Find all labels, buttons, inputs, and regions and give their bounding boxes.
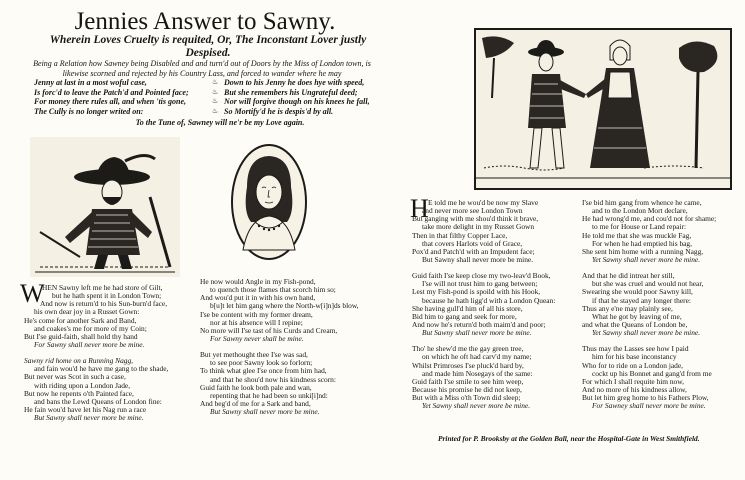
couplet-left-2: Is forc'd to leave the Patch'd and Pointed face; bbox=[34, 87, 189, 97]
verse-line: Whilst Primroses I'se pluck'd hard by, bbox=[412, 360, 524, 370]
couplet-right-1: Down to his Jenny he does hye with speed, bbox=[224, 78, 365, 87]
verse-line: Guid faith I'se keep close my two-leav'd Book, bbox=[412, 271, 551, 281]
verse-line: on which he oft had carv'd my name; bbox=[422, 352, 532, 362]
verse-line: I'se will not trust him to gang between; bbox=[422, 279, 538, 289]
verse-line: Yet Sawny shall never more be mine. bbox=[592, 328, 701, 338]
ornament-icon: ♨ bbox=[211, 106, 219, 115]
verse-line: And wou'd put it in with his own hand, bbox=[200, 293, 316, 303]
verse-line: But Sawny shall never more be mine. bbox=[34, 413, 144, 423]
verse-line: him for his base inconstancy bbox=[592, 352, 677, 362]
verse-line: But ganging with me shou'd think it brave, bbox=[412, 214, 539, 224]
verse-line: But now he repents o'th Painted face, bbox=[24, 388, 134, 398]
verse-line: but she was cruel and would not hear, bbox=[592, 279, 704, 289]
verse-line: Guid faith he look both pale and wan, bbox=[200, 382, 312, 392]
verse-line: To think what glee I'se once from him had, bbox=[200, 366, 327, 376]
verse-line: Sawny rid home on a Running Nagg, bbox=[24, 356, 134, 366]
verse-line: She sent him home with a running Nagg, bbox=[582, 246, 704, 256]
woodcut-woman-portrait bbox=[229, 142, 309, 262]
verse-line: nor at his absence will I repine; bbox=[210, 317, 303, 327]
verse-line: and fain wou'd he have me gang to the shade, bbox=[34, 364, 169, 374]
verse-line: Then in that filthy Copper Lace, bbox=[412, 230, 508, 240]
verse-line: But let him greg home to his Fathers Plow, bbox=[582, 393, 709, 403]
verse-line: to see poor Sawny look so forlorn; bbox=[210, 358, 313, 368]
verse-line: He now would Angle in my Fish-pond, bbox=[200, 277, 316, 286]
verse-line: if that he stayed any longer there: bbox=[592, 295, 691, 305]
intro-text: Being a Relation how Sawney being Disabled and and turn'd out of Doors by the Miss of London town, is likewise scorned and rejected by his Country Lass, and forced to wander where he may bbox=[33, 59, 371, 78]
tune-line: To the Tune of, Sawney will ne'r be my Love again. bbox=[135, 118, 305, 127]
verse-line: And no more of his kindness allow, bbox=[582, 384, 687, 394]
verse-line: But Sawny shall never more be mine. bbox=[210, 407, 320, 417]
verse-line: But Sawny shall never more be mine. bbox=[422, 328, 532, 338]
ornament-icon: ♨ bbox=[211, 97, 219, 105]
verse-line: Swearing she would poor Sawny kill, bbox=[582, 287, 693, 297]
verse-line: And that he did intreat her still, bbox=[582, 271, 675, 281]
drop-cap: H bbox=[410, 194, 429, 223]
verse-line: Bid him to gang and seek for more, bbox=[412, 311, 517, 321]
woodcut-couple-illustration bbox=[474, 28, 732, 190]
printer-imprint: Printed for P. Brooksby at the Golden Ball, near the Hospital-Gate in West Smithfield. bbox=[438, 434, 700, 443]
verse-line: Who for to ride on a London jade, bbox=[582, 360, 683, 370]
verse-line: But never was Scot in such a case, bbox=[24, 372, 126, 382]
verse-line: Because his promise he did not keep, bbox=[412, 384, 522, 394]
couplet-right-4: So Mortify'd he is despis'd by all. bbox=[224, 106, 334, 116]
verse-column-4 bbox=[582, 199, 716, 410]
verse-line: But yet methought thee I'se was sad, bbox=[200, 350, 308, 360]
verse-line: and never more see London Town bbox=[422, 206, 523, 216]
verse-line: because he hath ligg'd with a London Quean: bbox=[422, 295, 556, 305]
verse-line: He had wrong'd me, and cou'd not for shame; bbox=[582, 214, 717, 224]
couplet-left-4: The Cully is no longer writed on: bbox=[34, 106, 144, 116]
verse-line: but he hath spent it in London Town; bbox=[52, 291, 162, 301]
verse-line: his own dear joy in a Russet Gown: bbox=[34, 307, 140, 317]
verse-line: What he got by leaving of me, bbox=[592, 311, 682, 321]
verse-line: I'se be content with my former dream, bbox=[200, 309, 313, 319]
ornament-icon: ♨ bbox=[211, 87, 219, 96]
verse-line: repenting that he had been so unki[i]nd: bbox=[210, 390, 328, 400]
verse-line: W HEN Sawny left me he had store of Gilt, bbox=[20, 279, 163, 308]
verse-line: Tho' he shew'd me the gay green tree, bbox=[412, 344, 524, 354]
verse-line: He's come for another Sark and Band, bbox=[24, 315, 137, 325]
verse-line: But Sawny shall never more be mine. bbox=[422, 254, 534, 264]
verse-line: Pox'd and Patch'd with an Impudent face; bbox=[412, 246, 535, 256]
drop-cap: W bbox=[20, 279, 45, 308]
ballad-subtitle: Wherein Loves Cruelty is requited, Or, The Inconstant Lover justly Despised. bbox=[49, 34, 367, 59]
verse-line: And now is return'd to his Sun-burn'd face, bbox=[40, 299, 168, 309]
verse-line: For Sawney shall never more be mine. bbox=[592, 401, 706, 411]
couplet-left-3: For money there rules all, and when 'tis gone, bbox=[34, 97, 187, 106]
verse-line: with riding upon a London Jade, bbox=[34, 380, 131, 390]
couplet-left-1: Jenny at last in a most woful case, bbox=[34, 78, 147, 87]
verse-line: Thus any e'ne may plainly see, bbox=[582, 303, 673, 313]
verse-line: Yet Sawny shall never more be mine. bbox=[592, 254, 701, 264]
verse-column-1 bbox=[20, 279, 169, 423]
verse-column-2 bbox=[200, 278, 359, 416]
verse-line: to me for House or Land repair: bbox=[592, 222, 686, 232]
verse-column-3 bbox=[410, 194, 556, 411]
verse-line: But with a Miss o'th Town did sleep; bbox=[412, 393, 521, 403]
verse-line: and that he shou'd now his kindness scorn: bbox=[210, 374, 336, 384]
verse-line: No more will I'se tast of his Curds and Cream, bbox=[200, 325, 338, 335]
verse-line: He fain wou'd have let his Nag run a race bbox=[24, 404, 147, 414]
ballad-title: Jennies Answer to Sawny. bbox=[74, 8, 336, 35]
verse-line: But I'se guid-faith, shall hold thy hand bbox=[24, 331, 138, 341]
verse-line: Yet Sawny shall never more be mine. bbox=[422, 401, 531, 411]
couplet-right-2: But she remembers his Ungrateful deed; bbox=[224, 87, 358, 97]
verse-line: Thus may the Lasses see how I paid bbox=[582, 344, 689, 354]
verse-line: and what the Queans of London be, bbox=[582, 319, 688, 329]
verse-line: Lest my Fish-pond is spoild with his Hook, bbox=[412, 287, 541, 297]
verse-line: And now he's return'd both maim'd and poor; bbox=[412, 319, 546, 329]
woodcut-man-illustration bbox=[30, 137, 180, 277]
verse-line: b[u]t let him gang where the North-w[i]n]ds blow, bbox=[210, 301, 359, 311]
verse-line: For which I shall requite him now, bbox=[582, 376, 684, 386]
verse-line: and to the London Mort declare, bbox=[592, 206, 688, 216]
verse-line: He told me that she was muckle Fag, bbox=[582, 230, 692, 240]
verse-line: cockt up his Bonnet and gang'd from me bbox=[592, 368, 712, 378]
verse-line: Guid faith I'se smile to see him weep, bbox=[412, 376, 524, 386]
verse-line: and coakes's me for more of my Coin; bbox=[34, 323, 147, 333]
verse-line: and made him Nosegays of the same: bbox=[422, 368, 533, 378]
verse-line: take more delight in my Russet Gown bbox=[422, 222, 535, 232]
verse-line: that covers Harlots void of Grace, bbox=[422, 238, 523, 248]
verse-line: She having gull'd him of all his store, bbox=[412, 303, 523, 313]
verse-line: and bans the Lewd Queans of London fine: bbox=[34, 396, 162, 406]
couplet-right-3: Nor will forgive though on his knees he fall, bbox=[224, 97, 370, 106]
ornament-icon: ♨ bbox=[211, 78, 219, 86]
verse-line: to quench those flames that scorch him so; bbox=[210, 285, 336, 295]
verse-line: H E told me he wou'd be now my Slave bbox=[410, 194, 539, 223]
verse-line: I'se bid him gang from whence he came, bbox=[582, 198, 702, 207]
verse-line: For when he had emptied his bag, bbox=[592, 238, 692, 248]
verse-line: For Sawny never shall be mine. bbox=[210, 333, 304, 343]
verse-line: And beg'd of me for a Sark and band, bbox=[200, 398, 311, 408]
verse-line: For Sawny shall never more be mine. bbox=[34, 339, 145, 349]
